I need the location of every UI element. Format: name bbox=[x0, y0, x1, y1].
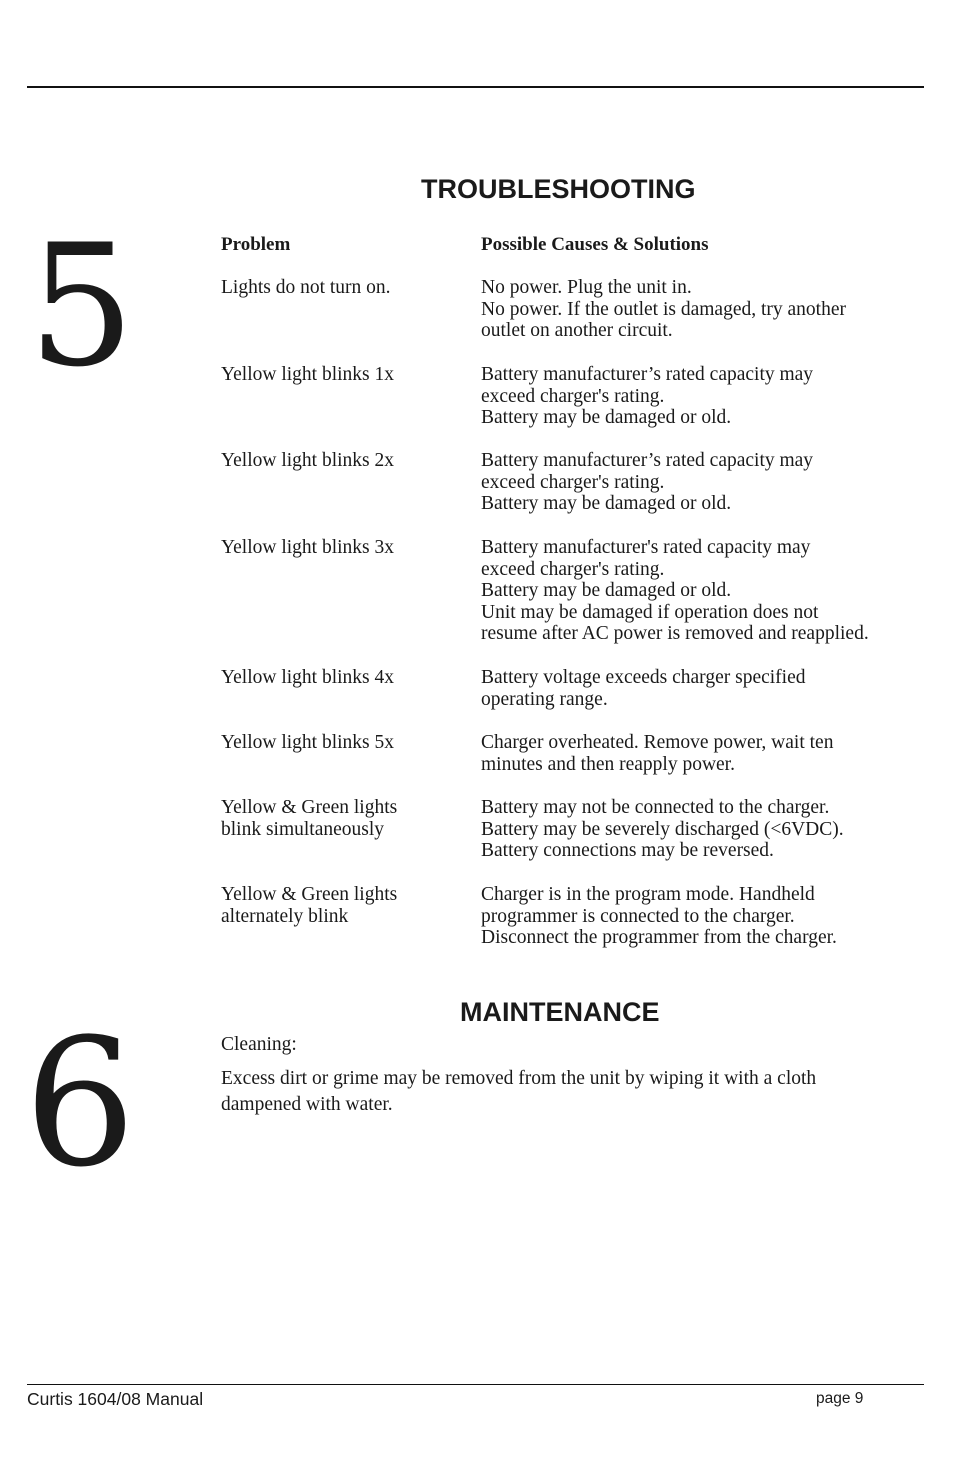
problem-cell bbox=[221, 277, 471, 299]
cause-line: No power. Plug the unit in. bbox=[481, 277, 692, 298]
cause-line: Battery voltage exceeds charger specified bbox=[481, 667, 806, 688]
problem-line: blink simultaneously bbox=[221, 819, 385, 840]
problem-column-header: Problem bbox=[221, 234, 291, 255]
chapter-number-troubleshooting: 5 bbox=[28, 208, 135, 404]
problem-line: Yellow light blinks 3x bbox=[221, 537, 395, 558]
problem-cell bbox=[221, 732, 471, 754]
problem-line: alternately blink bbox=[221, 906, 349, 927]
cause-line: Battery manufacturer’s rated capacity may bbox=[481, 450, 814, 471]
cleaning-label: Cleaning: bbox=[221, 1034, 297, 1055]
problem-cell bbox=[221, 667, 471, 689]
problem-cell bbox=[221, 537, 471, 559]
maintenance-heading: MAINTENANCE bbox=[460, 997, 660, 1027]
causes-cell bbox=[481, 537, 921, 645]
causes-cell bbox=[481, 277, 921, 342]
problem-cell bbox=[221, 450, 471, 472]
problem-line: Yellow & Green lights bbox=[221, 797, 398, 818]
cause-line: Battery may be damaged or old. bbox=[481, 493, 732, 515]
cause-line: No power. If the outlet is damaged, try another bbox=[481, 298, 846, 320]
cause-line: exceed charger's rating. bbox=[481, 558, 665, 580]
cause-line: Charger overheated. Remove power, wait ten bbox=[481, 732, 834, 753]
cause-line: Battery may be damaged or old. bbox=[481, 580, 732, 602]
causes-column-header: Possible Causes & Solutions bbox=[481, 234, 709, 255]
cause-line: operating range. bbox=[481, 688, 608, 710]
manual-title: Curtis 1604/08 Manual bbox=[27, 1389, 204, 1409]
chapter-number-maintenance: 6 bbox=[24, 1001, 136, 1206]
cleaning-instructions: Excess dirt or grime may be removed from the unit by wiping it with a cloth dampened with water. bbox=[221, 1068, 817, 1115]
causes-cell bbox=[481, 450, 921, 515]
cause-line: Disconnect the programmer from the charger. bbox=[481, 927, 837, 949]
problem-cell bbox=[221, 884, 471, 928]
cause-line: Battery manufacturer’s rated capacity may bbox=[481, 364, 814, 385]
cause-line: Battery manufacturer's rated capacity may bbox=[481, 537, 811, 558]
cause-line: Battery may be severely discharged (<6VDC). bbox=[481, 818, 844, 840]
top-divider bbox=[27, 86, 924, 88]
page-number: page 9 bbox=[816, 1390, 864, 1407]
problem-line: Lights do not turn on. bbox=[221, 277, 391, 298]
causes-cell bbox=[481, 667, 921, 710]
cause-line: exceed charger's rating. bbox=[481, 471, 665, 493]
causes-cell bbox=[481, 732, 921, 775]
cause-line: Battery may not be connected to the charger. bbox=[481, 797, 830, 818]
cause-line: resume after AC power is removed and reapplied. bbox=[481, 623, 869, 645]
problem-line: Yellow light blinks 4x bbox=[221, 667, 395, 688]
causes-cell bbox=[481, 797, 921, 862]
causes-cell bbox=[481, 884, 921, 949]
problem-cell bbox=[221, 797, 471, 841]
cause-line: Charger is in the program mode. Handheld bbox=[481, 884, 815, 905]
cause-line: Unit may be damaged if operation does not bbox=[481, 601, 819, 623]
problem-line: Yellow light blinks 5x bbox=[221, 732, 395, 753]
cause-line: exceed charger's rating. bbox=[481, 385, 665, 407]
cause-line: outlet on another circuit. bbox=[481, 320, 673, 342]
cause-line: programmer is connected to the charger. bbox=[481, 905, 795, 927]
problem-line: Yellow light blinks 1x bbox=[221, 364, 395, 385]
cause-line: Battery connections may be reversed. bbox=[481, 840, 774, 862]
cause-line: Battery may be damaged or old. bbox=[481, 407, 732, 429]
troubleshooting-heading: TROUBLESHOOTING bbox=[421, 174, 696, 204]
problem-line: Yellow light blinks 2x bbox=[221, 450, 395, 471]
causes-cell bbox=[481, 364, 921, 429]
footer-divider bbox=[27, 1384, 924, 1385]
problem-cell bbox=[221, 364, 471, 386]
problem-line: Yellow & Green lights bbox=[221, 884, 398, 905]
cause-line: minutes and then reapply power. bbox=[481, 753, 735, 775]
